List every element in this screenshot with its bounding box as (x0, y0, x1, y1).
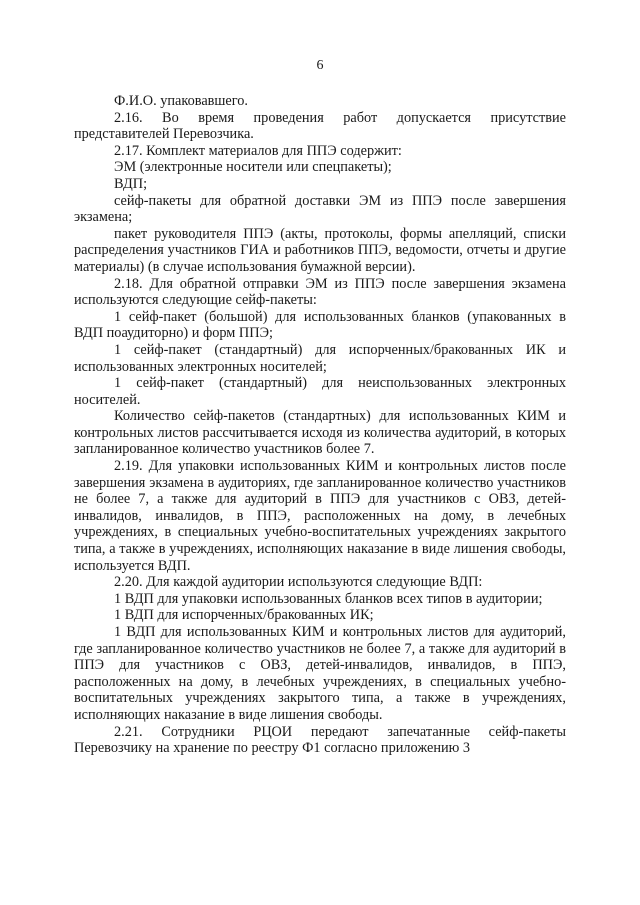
paragraph: пакет руководителя ППЭ (акты, протоколы, формы апелляций, списки распределения участников ГИА и работников ППЭ, ведомости, отчеты и другие материалы) (в случае использования бумажной версии). (74, 225, 566, 275)
paragraph: 1 сейф-пакет (большой) для использованных бланков (упакованных в ВДП поаудиторно) и форм ППЭ; (74, 308, 566, 342)
paragraph: 1 ВДП для использованных КИМ и контрольных листов для аудиторий, где запланированное количество участников не более 7, а также для аудиторий в ППЭ для участников с ОВЗ, детей-инвалидов, инвалидов, в ППЭ, расположенных на дому, в лечебных учреждениях, в специальных учебно-воспитательных учреждениях закрытого типа, а также в учреждениях, исполняющих наказание в виде лишения свободы. (74, 624, 566, 723)
paragraph: 2.21. Сотрудники РЦОИ передают запечатанные сейф-пакеты Перевозчику на хранение по реестру Ф1 согласно приложению 3 (74, 723, 566, 757)
paragraph: 2.17. Комплект материалов для ППЭ содержит: (114, 142, 402, 159)
paragraph: 2.20. Для каждой аудитории используются следующие ВДП: (114, 574, 483, 591)
paragraph: Количество сейф-пакетов (стандартных) для использованных КИМ и контрольных листов рассчитывается исходя из количества аудиторий, в которых запланированное количество участников более 7. (74, 408, 566, 458)
paragraph: сейф-пакеты для обратной доставки ЭМ из ППЭ после завершения экзамена; (74, 192, 566, 226)
paragraph: 1 ВДП для упаковки использованных бланков всех типов в аудитории; (114, 590, 543, 607)
paragraph: ЭМ (электронные носители или спецпакеты); (114, 159, 392, 176)
paragraph: 1 сейф-пакет (стандартный) для неиспользованных электронных носителей. (74, 375, 566, 408)
paragraph: 2.19. Для упаковки использованных КИМ и контрольных листов после завершения экзамена в аудиториях, где запланированное количество участников не более 7, а также для аудиторий в ППЭ для участников с ОВЗ, детей-инвалидов, инвалидов, в ППЭ, расположенных на дому, в лечебных учреждениях, в специальных учебно-воспитательных учреждениях закрытого типа, а также в учреждениях, исполняющих наказание в виде лишения свободы, используется ВДП. (74, 458, 566, 574)
paragraph: ВДП; (114, 175, 148, 192)
paragraph: 1 сейф-пакет (стандартный) для испорченных/бракованных ИК и использованных электронных носителей; (74, 341, 566, 375)
paragraph: 2.16. Во время проведения работ допускается присутствие представителей Перевозчика. (74, 109, 566, 143)
paragraph: Ф.И.О. упаковавшего. (114, 93, 248, 109)
document-body (74, 93, 566, 757)
paragraph: 1 ВДП для испорченных/бракованных ИК; (114, 607, 374, 624)
paragraph: 2.18. Для обратной отправки ЭМ из ППЭ после завершения экзамена используются следующие сейф-пакеты: (74, 275, 566, 309)
page-number: 6 (316, 58, 324, 73)
